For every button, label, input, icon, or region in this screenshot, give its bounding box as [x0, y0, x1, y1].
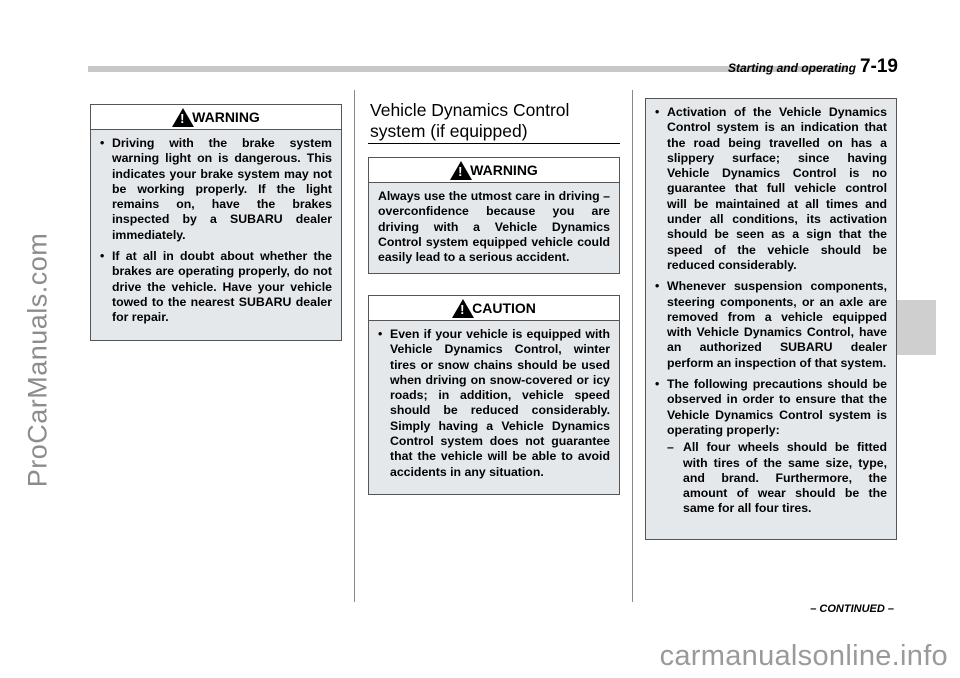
chapter-tab [892, 300, 936, 355]
bullet-icon: • [100, 249, 105, 264]
warning-text: Always use the utmost care in driving – overconfidence because you are driving with a Vehicle Dynamics Control system equipped vehicle could easily lead to a serious accident. [378, 189, 610, 265]
warning-triangle-icon [172, 108, 194, 127]
bullet-text: Driving with the brake system warning light on is dangerous. This indicates your brake system may not be working properly. If the light remains on, have the brakes inspected by a SUBARU dealer immediately. [112, 136, 332, 242]
list-item [655, 377, 887, 438]
section-name: Starting and operating [727, 61, 856, 75]
warning-box-vdc [368, 157, 620, 274]
warning-header [91, 105, 341, 130]
list-item [655, 279, 887, 371]
bullet-text: The following precautions should be observed in order to ensure that the Vehicle Dynamics Control system is operating properly: [667, 377, 887, 437]
sub-bullet-text: All four wheels should be fitted with tires of the same size, type, and brand. Furthermore, the amount of wear should be the same for all four tires. [683, 440, 887, 516]
caution-heading: CAUTION [472, 300, 536, 316]
caution-box-vdc [368, 295, 620, 495]
section-title: Vehicle Dynamics Control system (if equipped) [370, 100, 570, 141]
bullet-icon: • [655, 279, 660, 294]
page-number: 7-19 [859, 56, 898, 77]
bullet-icon: • [378, 327, 383, 341]
dash-icon: – [667, 440, 674, 455]
caution-box-continued [645, 98, 897, 540]
column-divider [632, 90, 633, 602]
caution-header [369, 296, 619, 321]
side-watermark [8, 60, 68, 660]
bullet-icon: • [655, 105, 660, 119]
caution-triangle-icon [452, 299, 474, 318]
bullet-text: If at all in doubt about whether the brakes are operating properly, do not drive the vehicle. Have your vehicle towed to the nearest SUBARU dealer for repair. [112, 249, 332, 325]
column-divider [354, 90, 355, 602]
bottom-watermark: carmanualsonline.info [659, 640, 948, 672]
continued-label: – CONTINUED – [810, 603, 894, 615]
list-item [655, 105, 887, 273]
warning-heading: WARNING [192, 109, 260, 125]
warning-heading: WARNING [470, 162, 538, 178]
bullet-text: Whenever suspension components, steering components, or an axle are removed from a vehicle equipped with Vehicle Dynamics Control, have an authorized SUBARU dealer perform an inspection of that system. [667, 279, 887, 370]
warning-box-brake [90, 104, 342, 341]
side-watermark-text: ProCarManuals.com [22, 232, 53, 488]
title-rule [368, 143, 620, 144]
list-item [378, 327, 610, 480]
list-item [100, 136, 332, 243]
list-item [100, 249, 332, 325]
bullet-text: Even if your vehicle is equipped with Vehicle Dynamics Control, winter tires or snow chains should be used when driving on snow-covered or icy roads; in addition, vehicle speed should be reduced considerably. Simply having a Vehicle Dynamics Control system does not guarantee that the vehicle will be able to avoid accidents in any situation. [390, 327, 610, 479]
warning-triangle-icon [450, 161, 472, 180]
warning-header [369, 158, 619, 183]
page-header [728, 56, 898, 78]
bullet-text: Activation of the Vehicle Dynamics Control system is an indication that the road being travelled on has a slippery surface; since having Vehicle Dynamics Control is no guarantee that full vehicle control will be maintained at all times and under all conditions, its activation should be seen as a sign that the speed of the vehicle should be reduced considerably. [667, 105, 887, 272]
bullet-icon: • [655, 377, 660, 392]
bullet-icon: • [100, 136, 105, 150]
sub-list-item [667, 440, 887, 516]
